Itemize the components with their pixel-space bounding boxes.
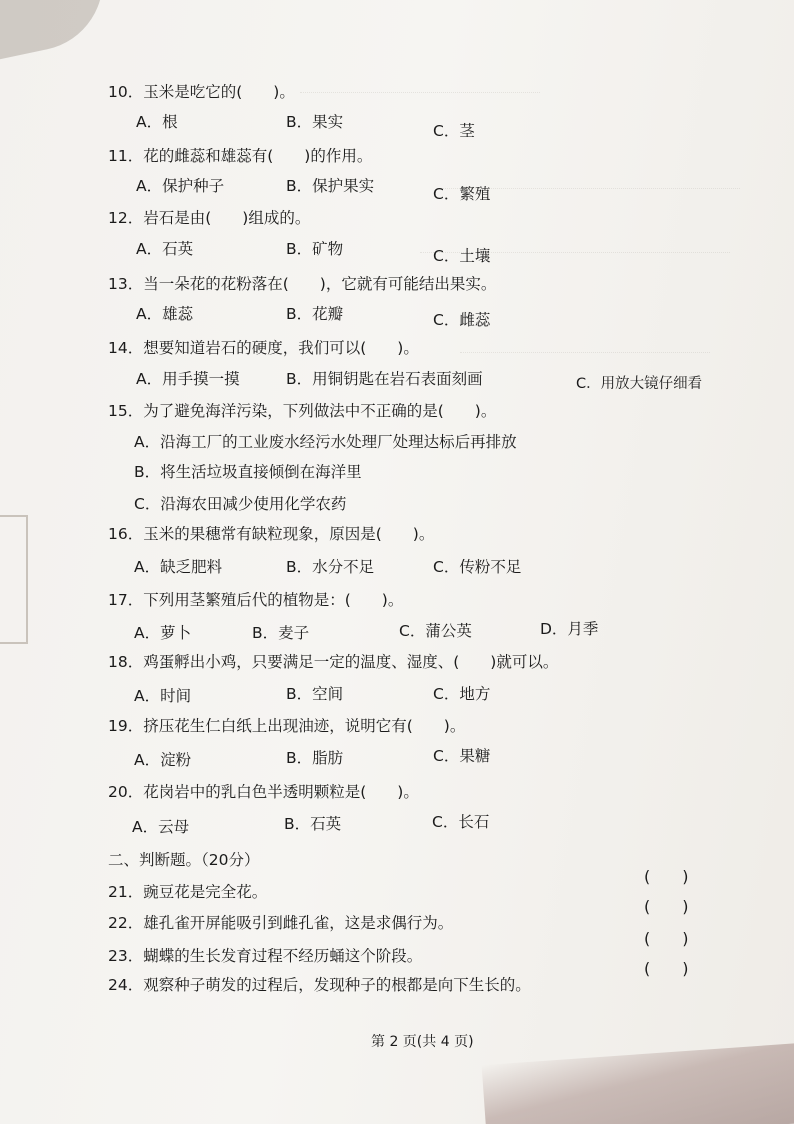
q11-option-b: B．保护果实 [286,177,375,195]
answer-bracket-22: ( ) [644,897,689,916]
q14-option-a: A．用手摸一摸 [136,370,240,388]
question-20: 20．花岗岩中的乳白色半透明颗粒是( )。 [108,783,419,801]
q15-option-a: A．沿海工厂的工业废水经污水处理厂处理达标后再排放 [134,433,517,451]
judgement-23: 23．蝴蝶的生长发育过程不经历蛹这个阶段。 [108,947,423,965]
answer-bracket-21: ( ) [644,867,689,886]
binding-frame [0,515,28,644]
q17-option-d: D．月季 [540,620,599,638]
judgement-21: 21．豌豆花是完全花。 [108,883,268,901]
answer-bracket-24: ( ) [644,959,689,978]
bleed-through [460,352,710,363]
question-13: 13．当一朵花的花粉落在( )，它就有可能结出果实。 [108,275,497,293]
q16-option-b: B．水分不足 [286,558,375,576]
answer-bracket-23: ( ) [644,929,689,948]
q10-option-a: A．根 [136,113,178,131]
judgement-22: 22．雄孔雀开屏能吸引到雌孔雀，这是求偶行为。 [108,914,454,932]
question-11: 11．花的雌蕊和雄蕊有( )的作用。 [108,147,373,165]
q12-option-c: C．土壤 [433,247,491,265]
q19-option-a: A．淀粉 [134,751,192,769]
q13-option-b: B．花瓣 [286,305,344,323]
judgement-24: 24．观察种子萌发的过程后，发现种子的根都是向下生长的。 [108,976,531,994]
q17-option-b: B．麦子 [252,624,310,642]
page-footer: 第 2 页(共 4 页) [371,1034,474,1050]
page-edge-shadow [482,1043,794,1124]
question-18: 18．鸡蛋孵出小鸡，只要满足一定的温度、湿度、( )就可以。 [108,653,559,671]
q12-option-b: B．矿物 [286,240,344,258]
q19-option-b: B．脂肪 [286,749,344,767]
question-17: 17．下列用茎繁殖后代的植物是：( )。 [108,591,404,609]
q13-option-a: A．雄蕊 [136,305,194,323]
page-corner-shadow [0,0,116,64]
question-12: 12．岩石是由( )组成的。 [108,209,311,227]
q16-option-a: A．缺乏肥料 [134,558,223,576]
question-16: 16．玉米的果穗常有缺粒现象，原因是( )。 [108,525,435,543]
q15-option-c: C．沿海农田减少使用化学农药 [134,495,347,513]
q12-option-a: A．石英 [136,240,194,258]
q18-option-c: C．地方 [433,685,491,703]
q15-option-b: B．将生活垃圾直接倾倒在海洋里 [134,463,362,481]
q20-option-b: B．石英 [284,815,342,833]
q11-option-c: C．繁殖 [433,185,491,203]
question-19: 19．挤压花生仁白纸上出现油迹，说明它有( )。 [108,717,466,735]
q16-option-c: C．传粉不足 [433,558,522,576]
section-2-title: 二、判断题。（20分） [108,851,260,869]
bleed-through [300,92,540,103]
q17-option-c: C．蒲公英 [399,622,472,640]
question-14: 14．想要知道岩石的硬度，我们可以( )。 [108,339,419,357]
q17-option-a: A．萝卜 [134,624,192,642]
q11-option-a: A．保护种子 [136,177,225,195]
q10-option-c: C．茎 [433,122,475,140]
q14-option-c: C．用放大镜仔细看 [576,376,703,392]
q20-option-a: A．云母 [132,818,190,836]
q19-option-c: C．果糖 [433,747,491,765]
q13-option-c: C．雌蕊 [433,311,491,329]
q10-option-b: B．果实 [286,113,344,131]
q14-option-b: B．用铜钥匙在岩石表面刻画 [286,370,483,388]
q20-option-c: C．长石 [432,813,490,831]
q18-option-a: A．时间 [134,687,192,705]
question-10: 10．玉米是吃它的( )。 [108,83,295,101]
q18-option-b: B．空间 [286,685,344,703]
question-15: 15．为了避免海洋污染，下列做法中不正确的是( )。 [108,402,497,420]
